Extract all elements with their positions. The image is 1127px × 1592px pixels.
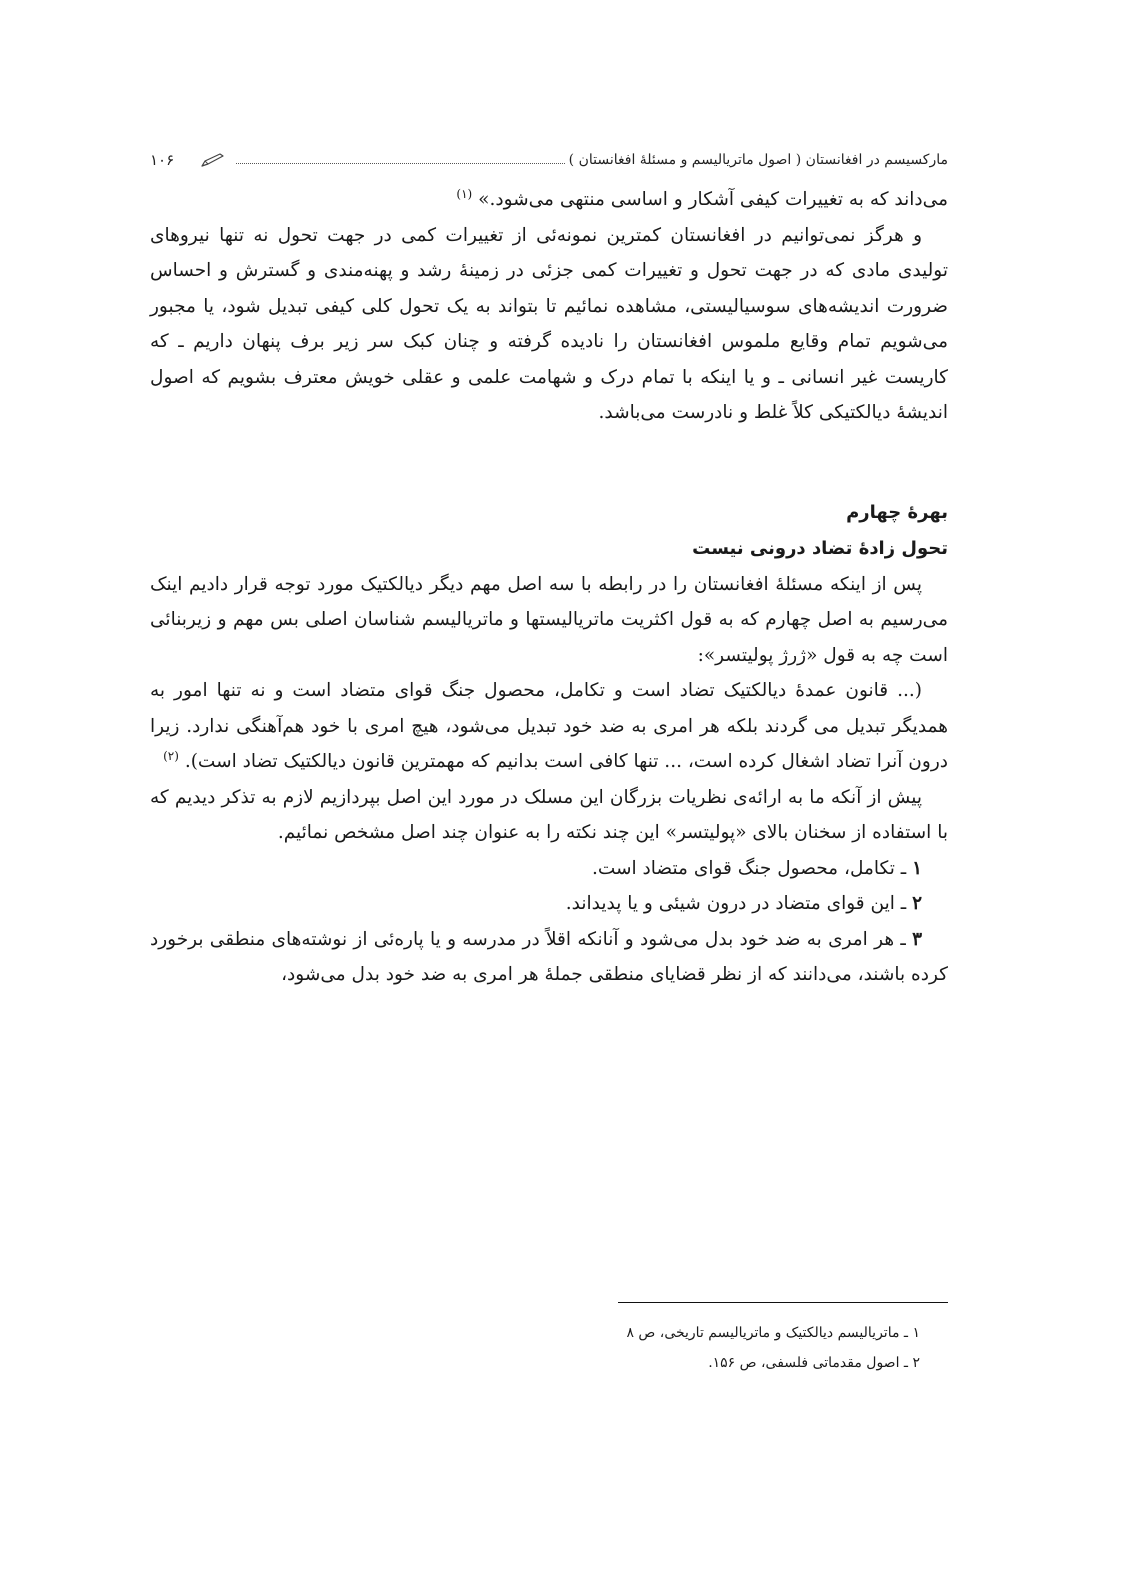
list-text: ـ هر امری به ضد خود بدل می‌شود و آنانکه اقلاً در مدرسه و یا پاره‌ئی از نوشته‌های منطقی برخورد کرده باشند، می‌دانند که از نظر قضایای منطقی جملهٔ هر امری به ضد خود بدل می‌شود، — [150, 928, 948, 985]
list-number: ۱ — [912, 857, 922, 879]
running-head — [150, 148, 948, 172]
footnote-ref: (۲) — [163, 748, 179, 763]
quote-text: (... قانون عمدهٔ دیالکتیک تضاد است و تکامل، محصول جنگ قوای متضاد است و نه تنها امور به همدیگر تبدیل می گردند بلکه هر امری به ضد خود تبدیل می‌شود، هیچ امری با خود هم‌آهنگی ندارد. زیرا درون آنرا تضاد اشغال کرده است، ... تنها کافی است بدانیم که مهمترین قانون دیالکتیک تضاد است). — [150, 680, 948, 772]
list-number: ۳ — [912, 928, 922, 950]
list-item — [150, 886, 948, 922]
list-text: ـ این قوای متضاد در درون شیئی و یا پدیداند. — [565, 893, 913, 914]
footnote: ۱ ـ ماتریالیسم دیالکتیک و ماتریالیسم تاریخی، ص ۸ — [626, 1325, 920, 1341]
page-number: ۱۰۶ — [150, 151, 175, 169]
paragraph: پیش از آنکه ما به ارائه‌ی نظریات بزرگان این مسلک در مورد این اصل بپردازیم لازم به تذکر دیدیم که با استفاده از سخنان بالای «پولیتسر» این چند نکته را به عنوان چند اصل مشخص نمائیم. — [150, 786, 948, 843]
body-text — [150, 182, 948, 993]
pen-icon — [200, 152, 226, 168]
section-gap — [150, 431, 948, 495]
document-page — [150, 0, 948, 1592]
leader-dots — [236, 162, 565, 164]
footnote-divider — [618, 1302, 948, 1303]
footnote: ۲ ـ اصول مقدماتی فلسفی، ص ۱۵۶. — [708, 1355, 920, 1371]
paragraph: پس از اینکه مسئلهٔ افغانستان را در رابطه با سه اصل مهم دیگر دیالکتیک مورد توجه قرار دادیم اینک می‌رسیم به اصل چهارم که به قول اکثریت ماتریالیستها و ماتریالیسم شناسان اصلی بس مهم و زیربنائی است چه به قول «ژرژ پولیتسر»: — [150, 573, 948, 666]
paragraph-text: می‌داند که به تغییرات کیفی آشکار و اساسی منتهی می‌شود.» — [478, 189, 948, 210]
list-text: ـ تکامل، محصول جنگ قوای متضاد است. — [591, 857, 913, 879]
quote-paragraph — [150, 673, 948, 780]
section-subheading: تحول زادهٔ تضاد درونی نیست — [692, 537, 948, 559]
paragraph: و هرگز نمی‌توانیم در افغانستان کمترین نمونه‌ئی از تغییرات کمی در جهت تحول نه تنها نیروهای تولیدی مادی که در جهت تحول و تغییرات کمی جزئی در زمینهٔ رشد و پهنه‌مندی و گسترش و احساس ضرورت اندیشه‌های سوسیالیستی، مشاهده نمائیم تا بتواند به یک تحول کلی کیفی تبدیل شود، یا مجبور می‌شویم تمام وقایع ملموس افغانستان را نادیده گرفته و چنان کبک سر زیر برف پنهان داریم ـ که کاریست غیر انسانی ـ و یا اینکه با تمام درک و شهامت علمی و عقلی خویش معترف بشویم که اصول اندیشهٔ دیالکتیکی کلاً غلط و نادرست می‌باشد. — [150, 224, 948, 423]
list-item — [150, 922, 948, 993]
running-head-title: مارکسیسم در افغانستان ( اصول ماتریالیسم و مسئلهٔ افغانستان ) — [568, 152, 948, 168]
footnote-ref: (۱) — [456, 186, 473, 201]
footnotes — [150, 1318, 948, 1378]
paragraph — [150, 182, 948, 218]
section-heading: بهرهٔ چهارم — [846, 501, 948, 523]
list-item — [150, 851, 948, 887]
list-number: ۲ — [912, 893, 922, 914]
